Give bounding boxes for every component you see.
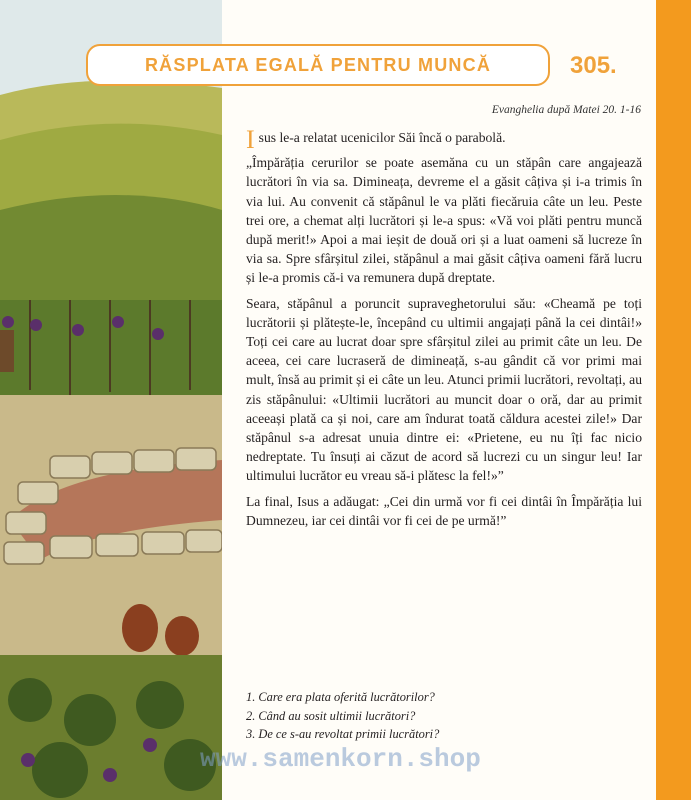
story-number: 305. [570,52,617,79]
scripture-reference: Evanghelia după Matei 20. 1-16 [491,104,641,116]
story-body [246,125,642,536]
paragraph-parable: „Împărăția cerurilor se poate asemăna cu un stăpân care angajează lucrători în via sa. Dimineața, devreme el a găsit câțiva și i-a trimis în via lui. Au convenit că stăpânul le va plăti fiecăruia câte un leu. Peste trei ore, a chemat alți lucrători și le-a spus: «Vă voi plăti pentru muncă după merit!» Apoi a mai ieșit de două ori și a luat oameni să lucreze în via sa. Spre sfârșitul zilei, stăpânul a mai găsit câțiva oameni fără lucru și le-a promis că-i va remunera după dreptate. [246,155,642,286]
watermark: www.samenkorn.shop [200,744,481,774]
paragraph-intro [246,125,642,154]
paragraph-intro-text: sus le-a relatat ucenicilor Săi încă o parabolă. [258,130,506,145]
drop-cap: I [246,125,255,154]
paragraph-conclusion: La final, Isus a adăugat: „Cei din urmă vor fi cei dintâi în Împărăția lui Dumnezeu, iar cei dintâi vor fi cei de pe urmă!” [246,493,642,528]
side-accent-bar [656,0,691,800]
vineyard-illustration [0,0,222,800]
questions-list [246,688,439,744]
question-item: 2. Când au sosit ultimii lucrători? [246,708,416,723]
vineyard-scene [0,0,222,800]
page-title: RĂSPLATA EGALĂ PENTRU MUNCĂ [144,54,492,75]
paragraph-evening: Seara, stăpânul a poruncit supraveghetorului său: «Cheamă pe toți lucrătorii și plătește-le, începând cu ultimii angajați până la cei dintâi!» Toți cei care au lucrat doar spre sfârșitul zilei au primit câte un leu. De aceea, cei care lucraseră de dimineață, s-au gândit că vor primi mai mult, însă au primit și ei câte un leu. Atunci primii lucrători, revoltați, au zis stăpânului: «Ultimii lucrători au muncit doar o oră, dar au primit aceeași plată ca și noi, care am îndurat toată căldura acestei zile!» Dar stăpânul s-a adresat unuia dintre ei: «Prietene, eu nu îți fac nicio nedreptate. Tu însuți ai căzut de acord să lucrezi cu un singur leu! Iar ultimului lucrător eu vreau să-i plătesc la fel!»” [246,295,642,484]
title-banner [86,44,550,86]
question-item: 1. Care era plata oferită lucrătorilor? [246,690,435,704]
question-item: 3. De ce s-au revoltat primii lucrători? [246,727,440,741]
